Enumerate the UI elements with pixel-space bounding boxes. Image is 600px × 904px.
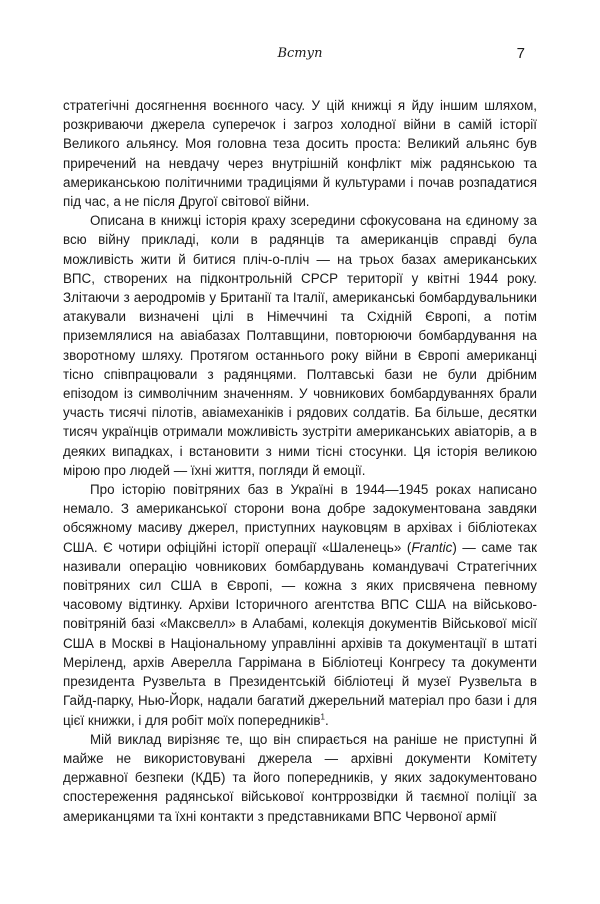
chapter-title: Вступ <box>277 46 323 61</box>
paragraph-3-end: . <box>324 712 329 728</box>
paragraph-3 <box>63 480 537 730</box>
paragraph-3-text-a: Про історію повітряних баз в Україні в 1944—1945 роках написано немало. З американської сторони вона добре задокументована завдяки обсяжному масиву джерел, приступних науковцям в архівах і бібліотеках США. Є чотири офіційні історії операції «Шаленець» ( <box>63 482 537 555</box>
paragraph-2: Описана в книжці історія краху зсередини сфокусована на єдиному за всю війну прикладі, коли в радянців та американців справді була можливість жити й битися пліч-о-пліч — на трьох базах американських ВПС, створених на підконтрольній СРСР території у квітні 1944 року. Злітаючи з аеродромів у Британії та Італії, американські бомбардувальники атакували визначені цілі в Німеччині та Східній Європі, а потім приземлялися на авіабазах Полтавщини, повторюючи бомбардування на зворотному шляху. Протягом останнього року війни в Європі американці тісно співпрацювали з радянцями. Полтавські бази не були дрібним епізодом із символічним значенням. У човникових бомбардуваннях брали участь тисячі пілотів, авіамеханіків і рядових солдатів. Ба більше, десятки тисяч українців отримали можливість зустріти американських авіаторів, а в деяких випадках, і встановити з ними тісні стосунки. Ця історія великою мірою про людей — їхні життя, погляди й емоції. <box>63 213 537 478</box>
paragraph-3-text-b: ) — саме так називали операцію човникових бомбардувань командувачі Стратегічних повітряних сил США в Європі, — кожна з яких присвячена певному часовому відтинку. Архіви Історичного агентства ВПС США на військово-повітряній базі «Максвелл» в Алабамі, колекція документів Військової місії США в Москві в Національному управлінні архівів та документації в штаті Меріленд, архів Аверелла Гаррімана в Бібліотеці Конгресу та документи президента Рузвельта в Президентській бібліотеці й музеї Рузвельта в Гайд-парку, Нью-Йорк, надали багатий джерельний матеріал про бази і для цієї книжки, і для робіт моїх попередників <box>63 539 537 728</box>
page-number: 7 <box>516 45 525 62</box>
paragraph-4: Мій виклад вирізняє те, що він спирається на раніше не приступні й майже не використовувані джерела — архівні документи Комітету державної безпеки (КДБ) та його попередників, у яких задокументовано спостереження радянської військової контррозвідки й таємної поліції за американцями та їхні контакти з представниками ВПС Червоної армії <box>63 731 537 824</box>
body-text <box>63 96 537 826</box>
operation-name-italic: Frantic <box>411 539 453 555</box>
running-head <box>0 44 600 64</box>
footnote-marker[interactable]: 1 <box>320 712 325 722</box>
paragraph-1: стратегічні досягнення воєнного часу. У цій книжці я йду іншим шляхом, розкриваючи джерела суперечок і загроз холодної війни в самій історії Великого альянсу. Моя головна теза досить проста: Великий альянс був приречений на невдачу через внутрішній конфлікт між радянською та американською політичними традиціями й культурами і почав розпадатися під час, а не після Другої світової війни. <box>63 98 537 210</box>
